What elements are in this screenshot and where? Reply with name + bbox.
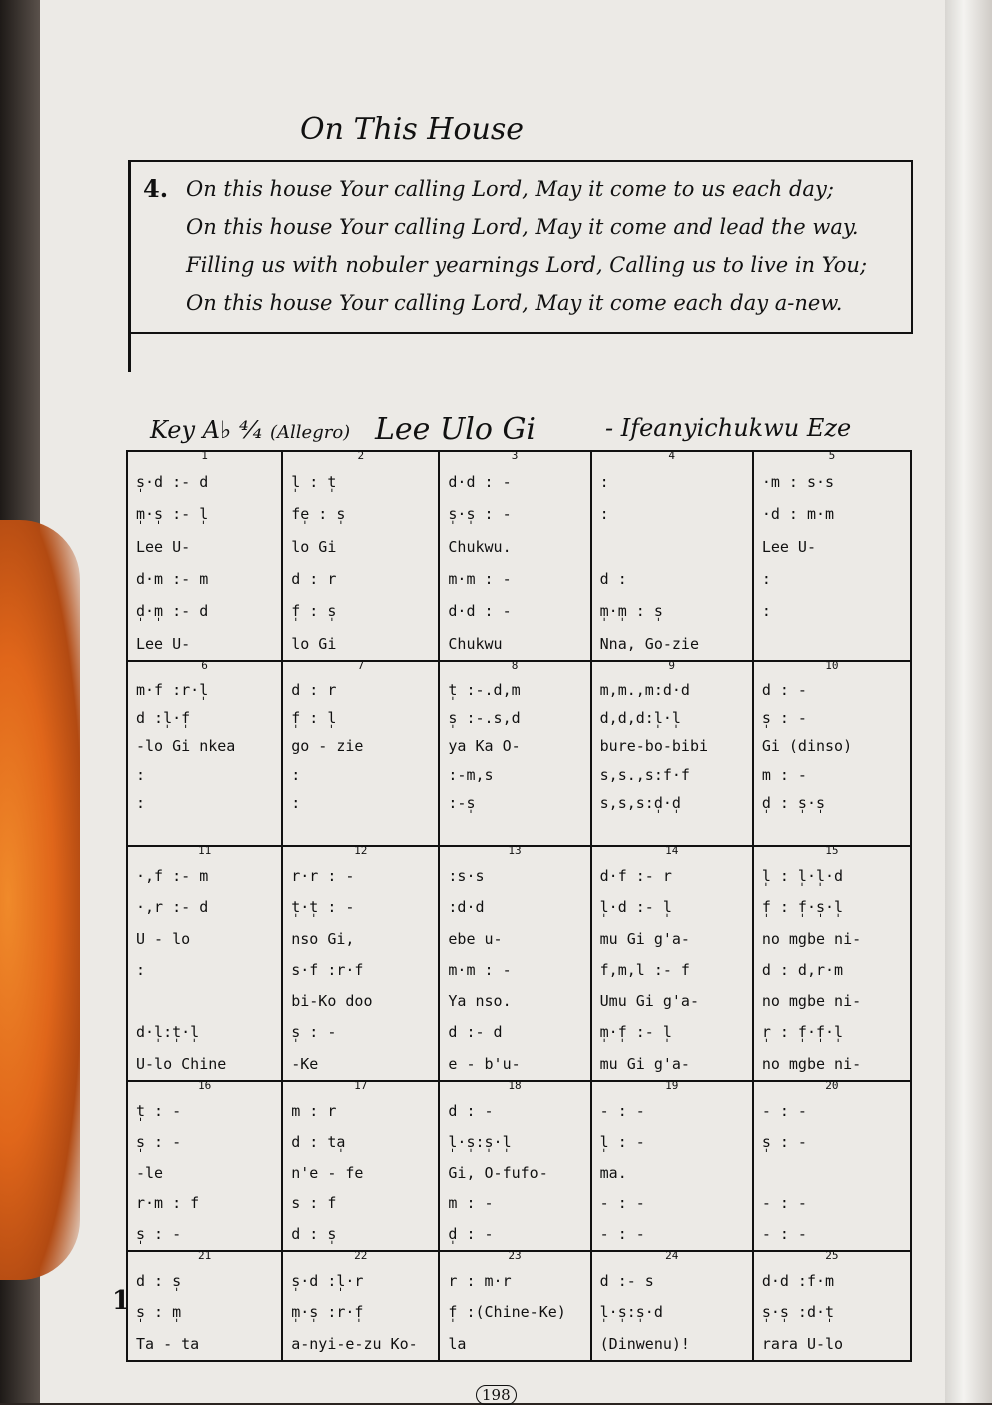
solfa-line: :: [761, 602, 771, 621]
measure-number: 10: [825, 659, 839, 672]
measure-cell: [128, 1079, 283, 1250]
solfa-line: f̩ : s̩: [291, 602, 337, 621]
solfa-line: m̩·s̩ :- l̩: [136, 505, 209, 524]
solfa-line: t̩·t̩ : -: [291, 898, 355, 917]
solfa-line: t̩ :-.d,m: [448, 681, 521, 699]
solfa-line: Ta - ta: [136, 1334, 200, 1353]
solfa-line: -Ke: [291, 1054, 319, 1073]
solfa-line: d : r: [291, 681, 337, 699]
measure-cell: [128, 1249, 283, 1360]
solfa-line: t̩ : -: [136, 1102, 182, 1120]
solfa-line: l̩ : t̩: [291, 473, 337, 491]
solfa-line: m,m.,m:d·d: [599, 681, 690, 699]
verse-line: On this house Your calling Lord, May it come and lead the way.: [186, 215, 859, 239]
solfa-line: ·,r :- d: [136, 898, 209, 917]
solfa-line: a-nyi-e-zu Ko-: [291, 1334, 418, 1353]
measure-cell: [440, 659, 591, 845]
measure-cell: [283, 1249, 440, 1360]
solfa-line: :-m,s: [448, 765, 494, 784]
solfa-line: Lee U-: [761, 537, 816, 556]
solfa-line: :: [761, 570, 771, 588]
thumb-holding-book: [0, 520, 80, 1280]
solfa-line: s̩·s̩ :d·t̩: [761, 1303, 835, 1322]
verse-lines: [186, 170, 867, 322]
measure-number: 6: [201, 659, 208, 672]
solfa-line: (Dinwenu)!: [599, 1334, 690, 1353]
solfa-line: s̩ : -: [136, 1132, 182, 1151]
solfa-line: mu Gi g'a-: [599, 929, 690, 948]
solfa-line: f̩ : f̩·s̩·l̩: [761, 898, 844, 917]
solfa-line: f,m,l :- f: [599, 960, 690, 979]
solfa-line: m·m : -: [448, 960, 512, 979]
solfa-line: s,s,s:d̩·d̩: [599, 793, 681, 812]
solfa-line: d :- d: [448, 1023, 503, 1042]
solfa-line: s̩·s̩ : -: [448, 505, 512, 524]
measure-number: 20: [825, 1079, 839, 1092]
measure-number: 11: [197, 844, 212, 857]
solfa-line: s̩ : m̩: [136, 1303, 182, 1322]
solfa-line: ·d : m·m: [761, 505, 835, 524]
verse-number: 4.: [143, 174, 169, 203]
solfa-line: d,d,d:l̩·l̩: [599, 709, 681, 728]
solfa-line: :-s̩: [448, 793, 476, 812]
measure-number: 3: [511, 449, 519, 462]
page-title: On This House: [300, 112, 525, 147]
page-edge: [945, 0, 992, 1403]
solfa-line: s̩ : -: [761, 709, 807, 728]
solfa-line: m̩·f̩ :- l̩: [599, 1023, 672, 1042]
solfa-line: f̩ :(Chine-Ke): [448, 1303, 566, 1322]
solfa-line: - : -: [761, 1194, 807, 1213]
solfa-line: :: [136, 765, 146, 784]
measure-number: 1: [201, 449, 208, 462]
solfa-line: s̩ : -: [291, 1023, 337, 1042]
solfa-line: d : ta̩: [291, 1132, 346, 1151]
solfa-line: - : -: [761, 1102, 807, 1120]
measure-cell: [754, 449, 910, 660]
measure-number: 12: [354, 844, 368, 857]
solfa-line: Lee U-: [136, 537, 191, 556]
solfa-line: U - lo: [136, 929, 191, 948]
solfa-line: :: [291, 765, 301, 784]
measure-number: 8: [511, 659, 519, 672]
verse-line: On this house Your calling Lord, May it come to us each day;: [186, 177, 834, 201]
solfa-line: l̩·s̩:s̩·d: [599, 1303, 663, 1322]
solfa-line: Gi (dinso): [761, 737, 853, 756]
solfa-line: Ya nso.: [448, 992, 512, 1011]
song-title: Lee Ulo Gi: [375, 412, 537, 447]
solfa-line: :: [136, 793, 146, 812]
solfa-line: no mgbe ni-: [761, 1054, 862, 1073]
solfa-line: :: [599, 473, 609, 491]
solfa-line: - : -: [599, 1225, 645, 1244]
solfa-line: go - zie: [291, 737, 364, 756]
solfa-line: Lee U-: [136, 634, 191, 653]
solfa-line: Chukwu: [448, 634, 503, 653]
verse-line: On this house Your calling Lord, May it come each day a-new.: [186, 291, 843, 315]
solfa-line: d·d : -: [448, 473, 512, 491]
measure-cell: [128, 659, 283, 845]
solfa-line: s : f: [291, 1194, 337, 1213]
solfa-line: :: [599, 505, 609, 524]
solfa-line: m̩·s̩ :r·f̩: [291, 1303, 364, 1322]
measure-number: 23: [508, 1249, 522, 1262]
solfa-line: Nna, Go-zie: [599, 634, 699, 653]
measure-cell: [754, 659, 910, 845]
margin-mark: 1: [112, 1286, 131, 1316]
solfa-line: n'e - fe: [291, 1163, 364, 1182]
solfa-line: d̩·m̩ :- d: [136, 602, 209, 621]
solfa-line: m·m : -: [448, 570, 512, 588]
score-row: [126, 1250, 912, 1362]
margin-rule: [128, 330, 131, 372]
solfa-line: mu Gi g'a-: [599, 1054, 690, 1073]
solfa-line: Umu Gi g'a-: [599, 992, 699, 1011]
solfa-line: Gi, O-fufo-: [448, 1163, 548, 1182]
measure-number: 5: [828, 449, 836, 462]
measure-cell: [128, 449, 283, 660]
solfa-line: :: [136, 960, 146, 979]
measure-number: 7: [357, 659, 365, 672]
solfa-line: -lo Gi nkea: [136, 737, 236, 756]
solfa-line: d·f :- r: [599, 867, 672, 885]
measure-number: 21: [197, 1249, 212, 1262]
measure-number: 15: [825, 844, 839, 857]
solfa-line: bure-bo-bibi: [599, 737, 709, 756]
solfa-line: no mgbe ni-: [761, 929, 862, 948]
solfa-line: s̩ :-.s,d: [448, 709, 521, 728]
solfa-line: lo Gi: [291, 537, 337, 556]
solfa-line: r : m·r: [448, 1272, 512, 1290]
solfa-line: l̩ : -: [599, 1132, 645, 1151]
solfa-line: fe̩ : s̩: [291, 505, 346, 524]
tonic-solfa-score: [126, 450, 912, 1360]
solfa-line: lo Gi: [291, 634, 337, 653]
solfa-line: d :- s: [599, 1272, 654, 1290]
solfa-line: d : s̩: [291, 1225, 337, 1244]
solfa-line: e - b'u-: [448, 1054, 521, 1073]
solfa-line: m : -: [448, 1194, 494, 1213]
solfa-line: :: [291, 793, 301, 812]
tempo-marking: (Allegro): [270, 422, 351, 443]
solfa-line: U-lo Chine: [136, 1054, 227, 1073]
solfa-line: - : -: [599, 1194, 645, 1213]
solfa-line: l̩ : l̩·l̩·d: [761, 867, 844, 885]
solfa-line: bi-Ko doo: [291, 992, 373, 1011]
solfa-line: l̩·d :- l̩: [599, 898, 672, 917]
solfa-line: d·m :- m: [136, 570, 209, 588]
solfa-line: s̩ : -: [136, 1225, 182, 1244]
solfa-line: nso Gi,: [291, 929, 355, 948]
solfa-line: la: [448, 1334, 467, 1353]
solfa-line: d :: [599, 570, 627, 588]
solfa-line: m̩·m̩ : s̩: [599, 602, 663, 621]
measure-cell: [283, 844, 440, 1080]
solfa-line: d : s̩: [136, 1272, 182, 1290]
solfa-line: :s·s: [448, 867, 485, 885]
measure-cell: [754, 1079, 910, 1250]
measure-number: 18: [508, 1079, 522, 1092]
solfa-line: s,s.,s:f·f: [599, 765, 690, 784]
measure-cell: [440, 1249, 591, 1360]
solfa-line: :d·d: [448, 898, 485, 917]
solfa-line: s̩ : -: [761, 1132, 807, 1151]
measure-cell: [128, 844, 283, 1080]
solfa-line: m·f :r·l̩: [136, 681, 209, 699]
measure-cell: [440, 1079, 591, 1250]
solfa-line: s·f :r·f: [291, 960, 364, 979]
solfa-line: Chukwu.: [448, 537, 512, 556]
measure-number: 16: [197, 1079, 212, 1092]
solfa-line: r·m : f: [136, 1194, 200, 1213]
measure-cell: [754, 1249, 910, 1360]
key-signature: Key A♭ ⁴⁄₄: [150, 416, 263, 444]
solfa-line: d : d,r·m: [761, 960, 844, 979]
measure-number: 24: [665, 1249, 679, 1262]
solfa-line: m : r: [291, 1102, 337, 1120]
solfa-line: -le: [136, 1163, 164, 1182]
solfa-line: d·l̩:t̩·l̩: [136, 1023, 200, 1042]
solfa-line: m : -: [761, 765, 807, 784]
solfa-line: f̩ : l̩: [291, 709, 337, 728]
solfa-line: ·,f :- m: [136, 867, 209, 885]
page-number: 198: [476, 1385, 517, 1405]
score-row: [126, 845, 912, 1082]
measure-cell: [283, 1079, 440, 1250]
measure-number: 17: [354, 1079, 368, 1092]
solfa-line: d : r: [291, 570, 337, 588]
measure-number: 4: [668, 449, 676, 462]
measure-cell: [754, 844, 910, 1080]
measure-cell: [283, 449, 440, 660]
measure-number: 9: [668, 659, 676, 672]
solfa-line: ebe u-: [448, 929, 503, 948]
measure-cell: [440, 449, 591, 660]
verse-box: [128, 160, 913, 334]
measure-cell: [283, 659, 440, 845]
score-row: [126, 450, 912, 662]
measure-number: 19: [665, 1079, 679, 1092]
solfa-line: d̩ : s̩·s̩: [761, 793, 826, 812]
score-heading: [150, 410, 910, 450]
solfa-line: ·m : s·s: [761, 473, 835, 491]
measure-number: 25: [825, 1249, 839, 1262]
measure-number: 13: [508, 844, 522, 857]
solfa-line: d·d :f·m: [761, 1272, 835, 1290]
verse-line: Filling us with nobuler yearnings Lord, Calling us to live in You;: [186, 253, 868, 277]
solfa-line: l̩·s̩:s̩·l̩: [448, 1132, 512, 1151]
solfa-line: rara U-lo: [761, 1334, 844, 1353]
measure-cell: [592, 844, 754, 1080]
solfa-line: s̩·d :l̩·r: [291, 1272, 364, 1290]
score-row: [126, 660, 912, 847]
solfa-line: s̩·d :- d: [136, 473, 209, 491]
solfa-line: r̩ : f̩·f̩·l̩: [761, 1023, 844, 1042]
solfa-line: d : -: [761, 681, 807, 699]
solfa-line: no mgbe ni-: [761, 992, 862, 1011]
measure-number: 14: [665, 844, 679, 857]
solfa-line: - : -: [599, 1102, 645, 1120]
measure-cell: [592, 1249, 754, 1360]
score-row: [126, 1080, 912, 1252]
solfa-line: - : -: [761, 1225, 807, 1244]
measure-cell: [592, 449, 754, 660]
measure-number: 22: [354, 1249, 368, 1262]
measure-cell: [592, 659, 754, 845]
measure-number: 2: [357, 449, 365, 462]
solfa-line: r·r : -: [291, 867, 355, 885]
solfa-line: d·d : -: [448, 602, 512, 621]
solfa-line: ma.: [599, 1163, 627, 1182]
composer: - Ifeanyichukwu Eze: [605, 414, 852, 442]
measure-cell: [440, 844, 591, 1080]
solfa-line: ya Ka O-: [448, 737, 521, 756]
solfa-line: d : -: [448, 1102, 494, 1120]
measure-cell: [592, 1079, 754, 1250]
solfa-line: d :l̩·f̩: [136, 709, 191, 728]
solfa-line: d̩ : -: [448, 1225, 494, 1244]
